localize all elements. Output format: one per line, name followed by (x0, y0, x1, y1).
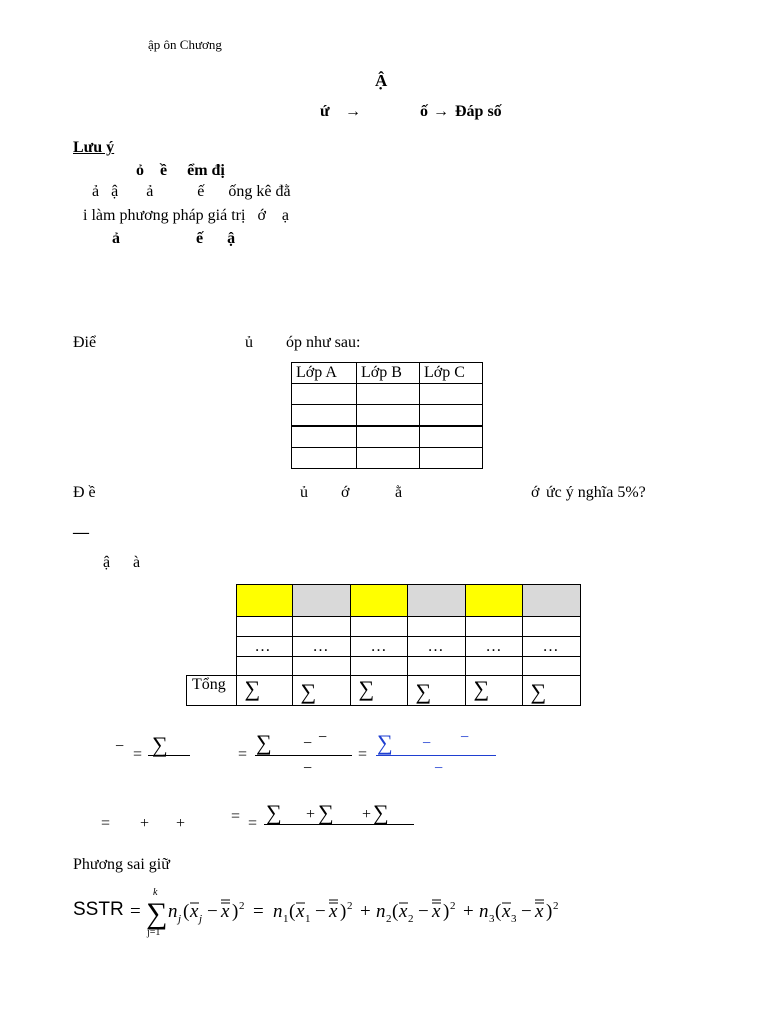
flow-step-a: ứ (320, 103, 330, 120)
note-line-4: ả ế ậ (112, 230, 236, 247)
equals-sign: = (101, 815, 111, 832)
svg-text:j: j (199, 913, 203, 925)
svg-text:x: x (329, 901, 338, 922)
svg-text:2: 2 (386, 913, 392, 925)
svg-text:(: ( (289, 901, 296, 922)
ellipsis: … (407, 637, 465, 657)
svg-text:x: x (399, 901, 408, 922)
svg-text:+: + (360, 901, 371, 922)
equals-sign: = (248, 815, 258, 832)
svg-text:n: n (479, 901, 489, 922)
sum-lower-limit: j=1 (147, 927, 161, 938)
svg-text:−: − (521, 901, 532, 922)
svg-text:n: n (168, 901, 178, 922)
svg-text:2: 2 (450, 900, 456, 912)
note-line-2: ả ậ ả ế ống kê đằ (92, 183, 291, 200)
table-row (292, 448, 483, 469)
highlight-cell (407, 585, 465, 617)
sstr-label: SSTR (73, 899, 124, 920)
sum-icon: ∑ (407, 676, 465, 706)
svg-text:1: 1 (283, 913, 289, 925)
arrow-icon: → (345, 103, 361, 120)
variance-between-label: Phương sai giữ (73, 856, 170, 873)
table-row (187, 676, 581, 706)
table-row (292, 426, 483, 448)
sum-icon: ∑ (236, 676, 292, 706)
ellipsis: … (350, 637, 407, 657)
highlight-cell (292, 585, 350, 617)
sum-icon: ∑ (373, 800, 389, 825)
plus-sign: + (306, 806, 316, 823)
svg-text:2: 2 (347, 900, 353, 912)
arrow-icon: → (433, 103, 449, 120)
svg-text:(: ( (495, 901, 502, 922)
fraction-bar (376, 755, 496, 756)
svg-text:+: + (463, 901, 474, 922)
question-f: ức ý nghĩa 5%? (546, 484, 646, 501)
svg-text:1: 1 (305, 913, 311, 925)
table-header: Lớp A (292, 363, 357, 384)
minus-sign: − (303, 760, 313, 777)
question-d: ằ (395, 484, 403, 501)
equals-sign: = (231, 808, 241, 825)
table-header: Lớp C (420, 363, 483, 384)
sum-icon: ∑ (256, 730, 272, 755)
intro-a: Điể (73, 334, 97, 351)
svg-text:=: = (130, 901, 141, 922)
highlight-cell (236, 585, 292, 617)
sstr-expression (73, 886, 613, 934)
svg-text:x: x (296, 901, 305, 922)
question-a: Đ ề (73, 484, 96, 501)
svg-text:2: 2 (239, 900, 245, 912)
plus-sign: + (140, 815, 150, 832)
note-line-3: i làm phương pháp giá trị ớ ạ (83, 207, 289, 224)
sum-icon: ∑ (318, 800, 334, 825)
highlight-cell (522, 585, 580, 617)
step-b: à (133, 554, 141, 571)
sum-icon: ∑ (377, 730, 393, 755)
minus-sign: − (303, 735, 313, 752)
sum-icon: ∑ (266, 800, 282, 825)
ellipsis: … (522, 637, 580, 657)
table-row (292, 405, 483, 427)
fraction-bar (264, 824, 414, 825)
equals-sign: = (238, 746, 248, 763)
intro-c: óp như sau: (286, 334, 361, 351)
sum-upper-limit: k (153, 887, 158, 898)
svg-text:3: 3 (511, 913, 517, 925)
question-e: ớ (531, 484, 540, 501)
svg-text:): ) (443, 901, 450, 922)
highlight-cell (465, 585, 522, 617)
svg-text:2: 2 (553, 900, 559, 912)
svg-text:∑: ∑ (146, 897, 168, 930)
svg-text:j: j (178, 913, 182, 925)
calc-table (186, 584, 581, 706)
svg-text:): ) (232, 901, 239, 922)
page-header: ập ôn Chương (148, 37, 222, 52)
ellipsis: … (465, 637, 522, 657)
fraction-bar (255, 755, 352, 756)
svg-text:x: x (502, 901, 511, 922)
ellipsis: … (292, 637, 350, 657)
question-c: ớ (341, 484, 350, 501)
svg-text:(: ( (183, 901, 190, 922)
table-row (187, 637, 581, 657)
plus-sign: + (176, 815, 186, 832)
svg-text:): ) (340, 901, 347, 922)
note-heading: Lưu ý (73, 139, 115, 156)
page-title: Ậ (375, 71, 388, 90)
sum-icon: ∑ (152, 732, 168, 757)
ellipsis: … (236, 637, 292, 657)
minus-sign: − (460, 729, 470, 746)
question-b: ủ (300, 484, 308, 501)
sum-icon: ∑ (465, 676, 522, 706)
fraction-bar (148, 755, 190, 756)
equals-sign: = (358, 746, 368, 763)
svg-text:): ) (546, 901, 553, 922)
note-line-1: ỏ ề ểm đị (136, 162, 225, 179)
equals-sign: = (133, 746, 143, 763)
sum-icon: ∑ (350, 676, 407, 706)
table-row (187, 657, 581, 676)
sum-icon: ∑ (522, 676, 580, 706)
total-label: Tổng (187, 676, 237, 706)
svg-text:n: n (376, 901, 386, 922)
svg-text:x: x (535, 901, 544, 922)
svg-text:n: n (273, 901, 283, 922)
svg-text:x: x (432, 901, 441, 922)
svg-text:−: − (207, 901, 218, 922)
svg-text:x: x (190, 901, 199, 922)
svg-text:3: 3 (489, 913, 495, 925)
svg-text:=: = (253, 901, 264, 922)
minus-sign: − (434, 760, 444, 777)
class-table (291, 362, 483, 469)
intro-b: ủ (245, 334, 253, 351)
svg-text:x: x (221, 901, 230, 922)
minus-sign: − (422, 735, 432, 752)
table-row (292, 384, 483, 405)
flow-step-b: ố (420, 103, 428, 120)
svg-text:−: − (315, 901, 326, 922)
step-a: ậ (103, 554, 111, 571)
solution-marker: — (73, 524, 89, 541)
table-header: Lớp B (357, 363, 420, 384)
highlight-cell (350, 585, 407, 617)
minus-sign: − (318, 729, 328, 746)
plus-sign: + (362, 806, 372, 823)
sstr-formula (73, 886, 613, 938)
svg-text:(: ( (392, 901, 399, 922)
svg-text:2: 2 (408, 913, 414, 925)
svg-text:−: − (418, 901, 429, 922)
minus-sign: − (115, 738, 125, 755)
sum-icon: ∑ (292, 676, 350, 706)
flow-step-c: Đáp số (455, 103, 502, 120)
table-row (187, 617, 581, 637)
